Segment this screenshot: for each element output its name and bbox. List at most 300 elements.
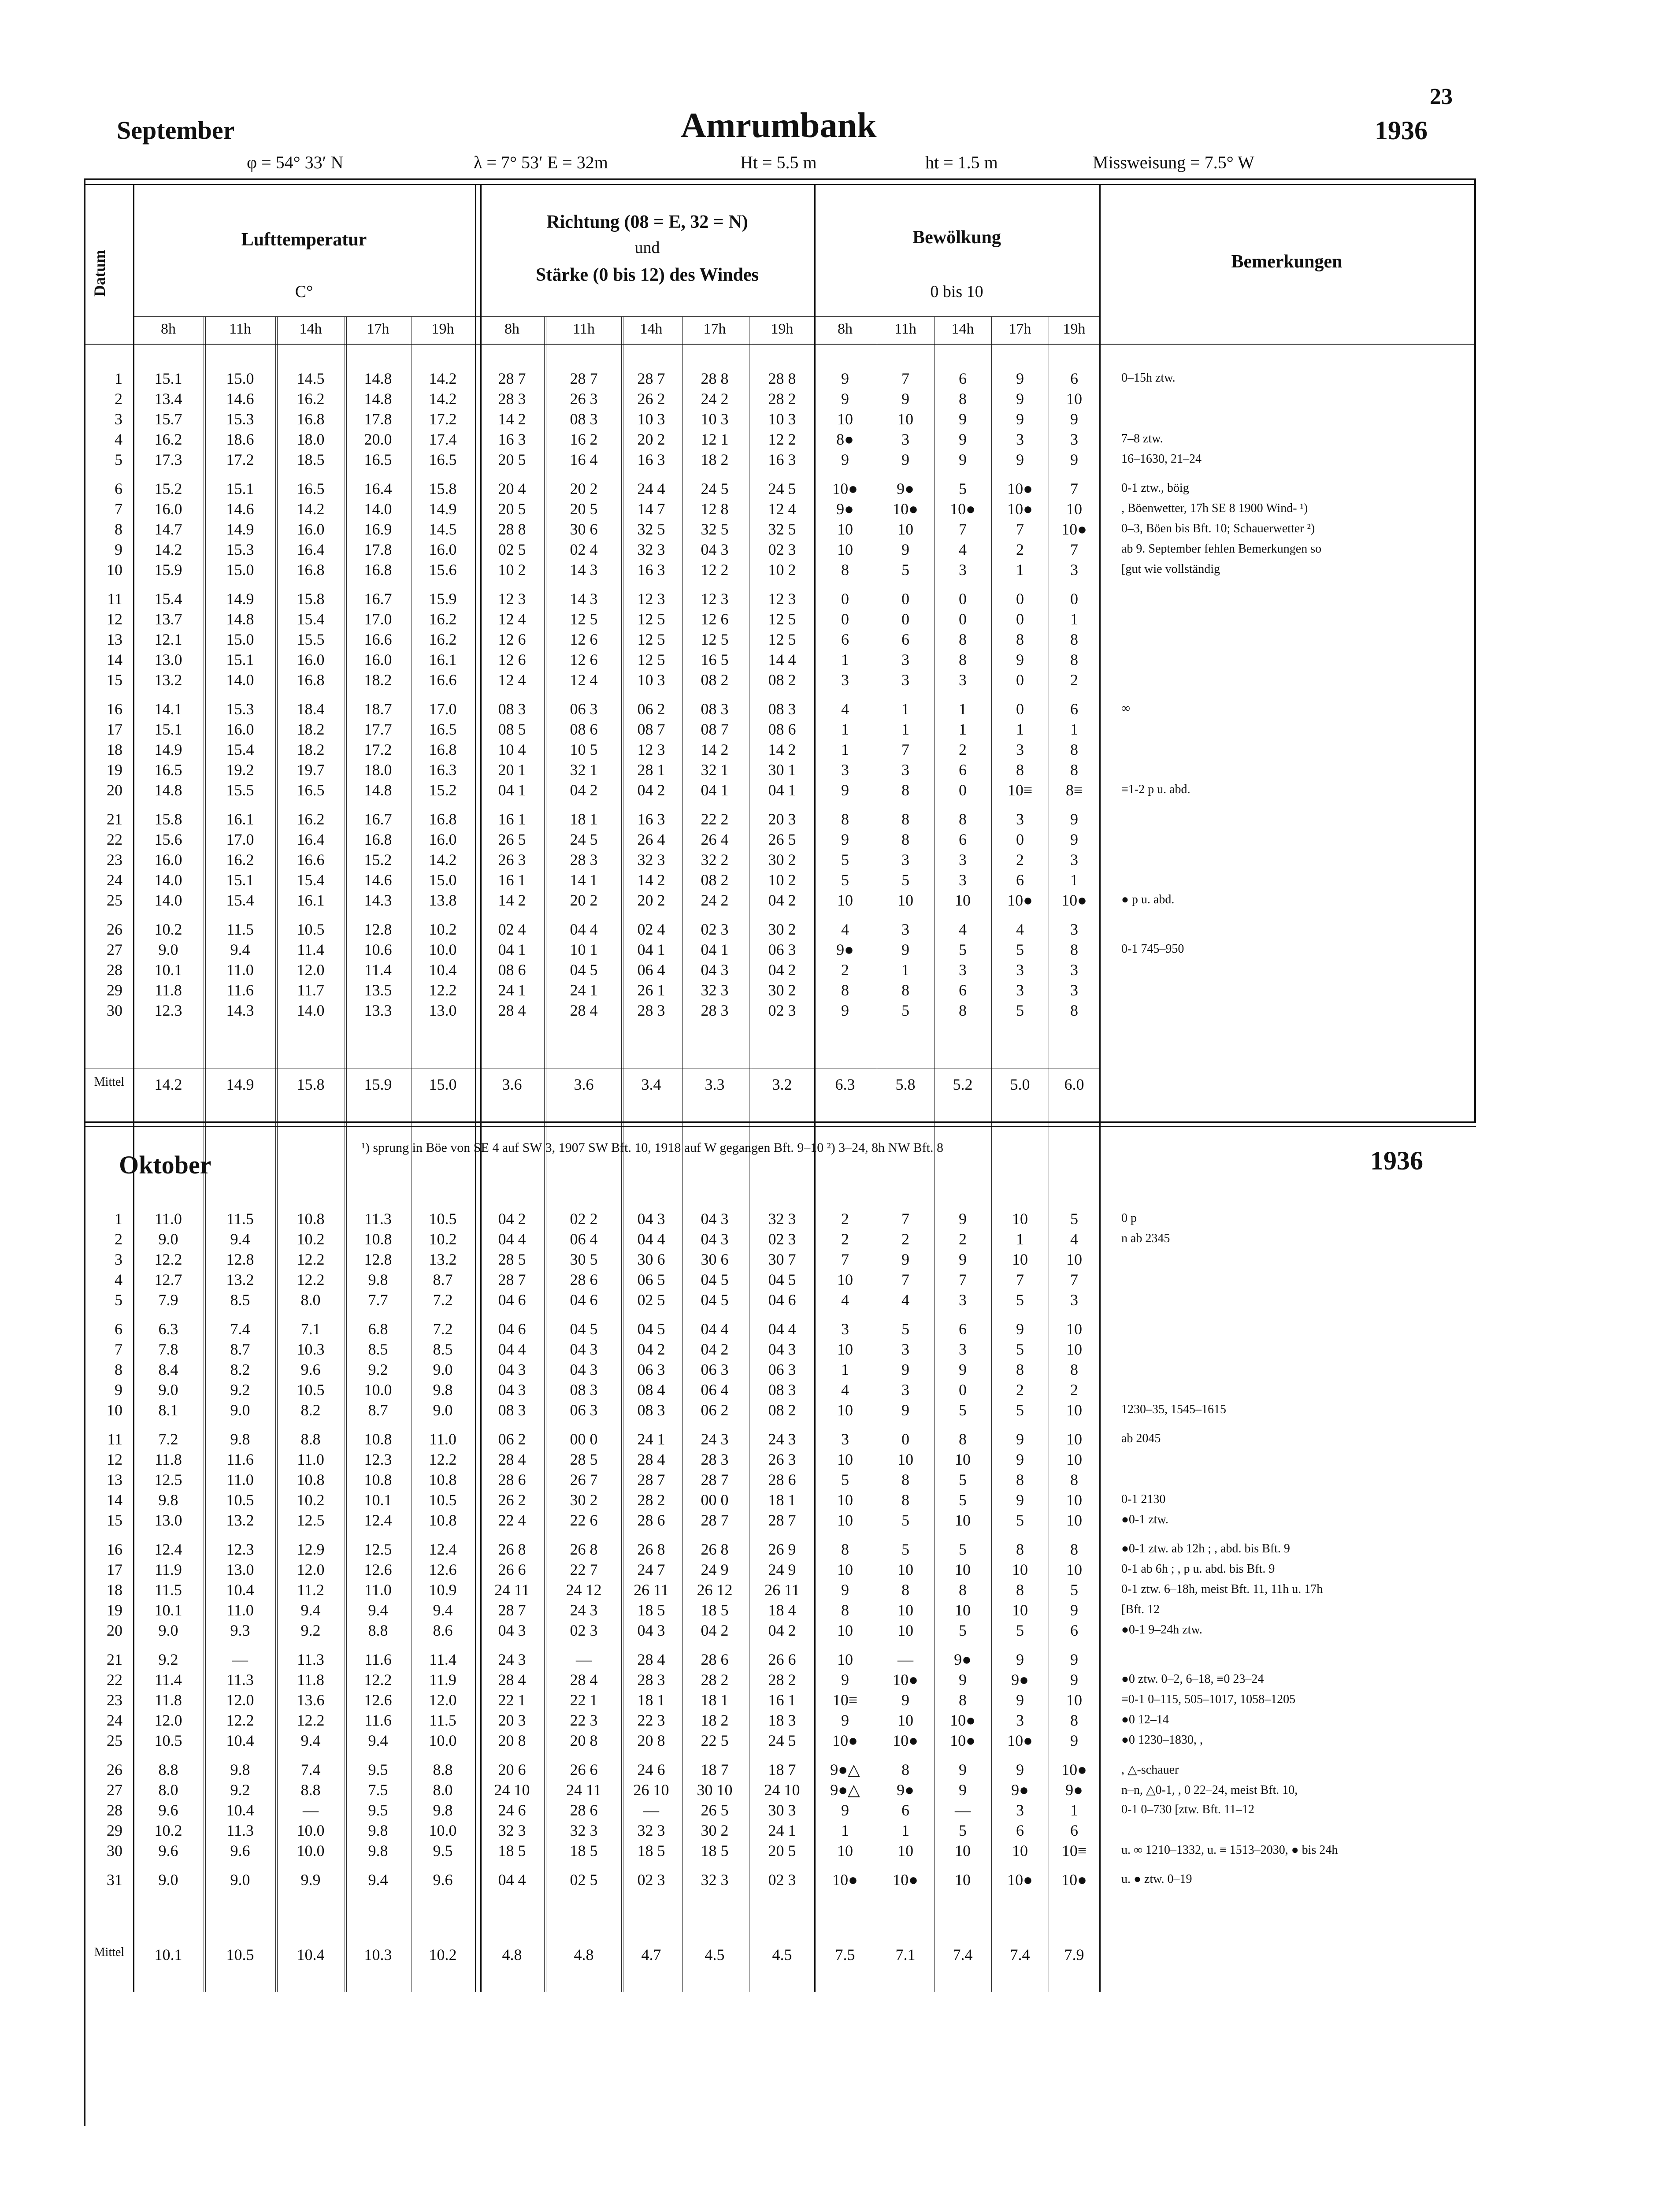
wind-cell: 04 2 — [701, 1622, 729, 1639]
wind-cell: 12 5 — [570, 610, 598, 628]
cloud-cell: 1 — [1070, 610, 1078, 628]
temp-cell: 17.8 — [364, 410, 392, 428]
cloud-cell: 4 — [1070, 1230, 1078, 1248]
temp-cell: 14.2 — [154, 541, 182, 558]
temp-cell: 10.8 — [429, 1471, 457, 1488]
wind-cell: 20 2 — [637, 431, 665, 448]
cloud-cell: 10 — [897, 891, 913, 909]
cloud-cell: 6 — [901, 631, 909, 648]
cloud-cell: 5 — [901, 1320, 909, 1338]
temp-cell: — — [303, 1801, 319, 1819]
remark-text: ab 2045 — [1121, 1432, 1161, 1445]
cloud-cell: 9 — [959, 1361, 967, 1378]
cloud-cell: 8≡ — [1065, 781, 1083, 799]
temp-cell: — — [232, 1651, 248, 1668]
cloud-cell: 9 — [1016, 1691, 1024, 1709]
temp-cell: 16.0 — [429, 541, 457, 558]
wind-cell: 18 4 — [768, 1601, 796, 1619]
temp-cell: 15.1 — [226, 871, 254, 889]
wind-cell: 32 3 — [637, 1822, 665, 1839]
wind-cell: 12 5 — [768, 610, 796, 628]
cloud-cell: 8● — [836, 431, 854, 448]
mittel-cloud: 5.2 — [953, 1076, 973, 1093]
temp-cell: 13.8 — [429, 891, 457, 909]
cloud-cell: 9● — [897, 1781, 914, 1799]
day-number: 8 — [115, 520, 122, 538]
cloud-cell: 8 — [959, 651, 967, 668]
cloud-cell: 6 — [1070, 1622, 1078, 1639]
wind-cell: 02 4 — [637, 921, 665, 938]
wind-cell: 28 5 — [570, 1451, 598, 1468]
cloud-cell: 10 — [955, 1451, 971, 1468]
wind-cell: 26 6 — [570, 1761, 598, 1778]
temp-cell: 10.0 — [429, 941, 457, 958]
temp-cell: 9.2 — [368, 1361, 388, 1378]
wind-cell: 08 6 — [768, 720, 796, 738]
temp-cell: 11.5 — [226, 921, 254, 938]
remark-text: n ab 2345 — [1121, 1232, 1170, 1245]
temp-cell: 13.6 — [297, 1691, 325, 1709]
temp-cell: 16.5 — [364, 451, 392, 468]
temp-cell: 10.0 — [297, 1842, 325, 1860]
wind-cell: 08 3 — [570, 1381, 598, 1399]
cloud-cell: 0 — [841, 610, 849, 628]
temp-cell: 13.2 — [429, 1251, 457, 1268]
cloud-cell: 1 — [841, 651, 849, 668]
wind-cell: 22 1 — [570, 1691, 598, 1709]
temp-cell: 13.3 — [364, 1002, 392, 1019]
cloud-cell: 5 — [959, 1491, 967, 1509]
temp-cell: 12.3 — [364, 1451, 392, 1468]
remark-text: 16–1630, 21–24 — [1121, 452, 1202, 466]
day-number: 2 — [115, 1230, 122, 1248]
temp-cell: 18.5 — [297, 451, 325, 468]
wind-cell: 32 5 — [637, 520, 665, 538]
cloud-cell: 9 — [959, 410, 967, 428]
cloud-cell: 3 — [1016, 1711, 1024, 1729]
temp-cell: 14.6 — [226, 390, 254, 408]
cloud-cell: 7 — [1016, 520, 1024, 538]
cloud-cell: 10 — [1066, 1491, 1082, 1509]
mittel-temp: 10.2 — [429, 1946, 457, 1964]
temp-cell: 17.2 — [429, 410, 457, 428]
cloud-cell: 3 — [1070, 561, 1078, 579]
temp-cell: 10.2 — [297, 1491, 325, 1509]
mittel-label: Mittel — [94, 1075, 125, 1089]
cloud-cell: 8 — [901, 831, 909, 848]
cloud-cell: 1 — [959, 720, 967, 738]
wind-cell: 32 3 — [701, 1871, 729, 1889]
cloud-cell: 9 — [901, 541, 909, 558]
temp-cell: 17.2 — [364, 741, 392, 758]
coord-missweisung: Missweisung = 7.5° W — [1093, 152, 1254, 172]
wind-cell: 12 6 — [498, 651, 526, 668]
wind-cell: 10 5 — [570, 741, 598, 758]
temp-cell: 11.0 — [226, 1471, 254, 1488]
cloud-cell: 9● — [836, 500, 854, 518]
mittel-temp: 15.8 — [297, 1076, 325, 1093]
temp-cell: 10.8 — [364, 1430, 392, 1448]
cloud-cell: 10 — [897, 1711, 913, 1729]
cloud-cell: 0 — [901, 590, 909, 608]
table-row — [0, 1320, 1476, 1341]
cloud-cell: 2 — [1070, 671, 1078, 689]
wind-cell: 32 1 — [570, 761, 598, 779]
wind-cell: 02 3 — [768, 1871, 796, 1889]
temp-cell: 9.9 — [300, 1871, 321, 1889]
temp-cell: 10.2 — [297, 1230, 325, 1248]
wind-cell: 28 6 — [570, 1271, 598, 1288]
temp-cell: 12.7 — [154, 1271, 182, 1288]
wind-cell: 06 5 — [637, 1271, 665, 1288]
wind-cell: 26 6 — [498, 1561, 526, 1578]
temp-cell: 8.4 — [158, 1361, 178, 1378]
wind-cell: 04 1 — [637, 941, 665, 958]
temp-cell: 9.0 — [158, 1871, 178, 1889]
cloud-cell: 10 — [837, 1651, 853, 1668]
wind-cell: 32 5 — [768, 520, 796, 538]
temp-cell: 10.8 — [429, 1511, 457, 1529]
temp-cell: 8.1 — [158, 1401, 178, 1419]
day-number: 21 — [107, 1651, 122, 1668]
wind-cell: 30 3 — [768, 1801, 796, 1819]
remark-text: [gut wie vollständig — [1121, 562, 1220, 576]
hour-header-wind-0: 8h — [504, 321, 519, 337]
cloud-cell: 9●△ — [830, 1781, 860, 1799]
mittel-temp: 15.9 — [364, 1076, 392, 1093]
cloud-cell: 9 — [841, 1671, 849, 1689]
day-number: 3 — [115, 1251, 122, 1268]
temp-cell: 9.4 — [368, 1871, 388, 1889]
wind-cell: 28 3 — [701, 1451, 729, 1468]
cloud-cell: 3 — [959, 1291, 967, 1309]
cloud-cell: 10● — [1007, 1732, 1033, 1749]
temp-cell: 10.5 — [154, 1732, 182, 1749]
temp-cell: 16.0 — [364, 651, 392, 668]
mittel-cloud: 7.4 — [953, 1946, 973, 1964]
wind-cell: 04 3 — [570, 1361, 598, 1378]
wind-cell: 12 6 — [570, 631, 598, 648]
cloud-cell: 8 — [841, 981, 849, 999]
wind-cell: 28 7 — [570, 370, 598, 387]
day-number: 20 — [107, 781, 122, 799]
temp-cell: 15.0 — [226, 631, 254, 648]
table-row — [0, 1581, 1476, 1602]
wind-cell: 22 1 — [498, 1691, 526, 1709]
wind-cell: 12 3 — [768, 590, 796, 608]
table-row — [0, 390, 1476, 411]
table-row — [0, 1430, 1476, 1451]
table-row — [0, 1841, 1476, 1863]
wind-cell: 04 3 — [637, 1622, 665, 1639]
wind-cell: 12 5 — [637, 631, 665, 648]
cloud-cell: 10● — [832, 1871, 858, 1889]
cloud-cell: 5 — [1070, 1581, 1078, 1599]
temp-cell: 11.3 — [226, 1671, 254, 1689]
wind-cell: 26 3 — [498, 851, 526, 869]
temp-cell: 11.5 — [429, 1711, 456, 1729]
temp-cell: 12.9 — [297, 1540, 325, 1558]
wind-cell: 06 3 — [570, 1401, 598, 1419]
cloud-cell: 5 — [901, 1540, 909, 1558]
temp-cell: 11.8 — [155, 1451, 182, 1468]
table-row — [0, 1560, 1476, 1581]
table-row — [0, 1760, 1476, 1782]
wind-cell: 10 1 — [570, 941, 598, 958]
cloud-cell: 10 — [955, 1871, 971, 1889]
day-number: 27 — [107, 1781, 122, 1799]
wind-cell: 18 1 — [637, 1691, 665, 1709]
table-row — [0, 781, 1476, 802]
temp-cell: 16.4 — [297, 541, 325, 558]
temp-cell: 11.3 — [297, 1651, 324, 1668]
mittel-cloud: 7.5 — [835, 1946, 855, 1964]
cloud-cell: 3 — [1070, 851, 1078, 869]
cloud-cell: 6 — [1016, 1822, 1024, 1839]
wind-cell: 26 8 — [570, 1540, 598, 1558]
wind-cell: 08 2 — [701, 871, 729, 889]
temp-cell: 7.4 — [230, 1320, 250, 1338]
temp-cell: 13.2 — [226, 1271, 254, 1288]
wind-cell: 20 8 — [570, 1732, 598, 1749]
temp-cell: 19.2 — [226, 761, 254, 779]
wind-cell: 04 5 — [701, 1291, 729, 1309]
wind-cell: 26 5 — [768, 831, 796, 848]
month-oktober: Oktober — [119, 1151, 211, 1179]
cloud-cell: 9● — [836, 941, 854, 958]
cloud-cell: 5 — [901, 1511, 909, 1529]
table-row — [0, 1360, 1476, 1381]
cloud-cell: 1 — [1070, 871, 1078, 889]
cloud-cell: 8 — [1070, 651, 1078, 668]
hour-header-cloud-1: 11h — [894, 321, 916, 337]
remark-text: 0–3, Böen bis Bft. 10; Schauerwetter ²) — [1121, 522, 1315, 535]
cloud-cell: 5 — [959, 480, 967, 497]
table-row — [0, 1731, 1476, 1752]
wind-cell: 12 4 — [768, 500, 796, 518]
table-row — [0, 1291, 1476, 1312]
cloud-cell: 6 — [901, 1801, 909, 1819]
temp-cell: 16.6 — [429, 671, 457, 689]
remark-text: ●0-1 ztw. ab 12h ; , abd. bis Bft. 9 — [1121, 1542, 1290, 1555]
temp-cell: 12.0 — [297, 1561, 325, 1578]
day-number: 3 — [115, 410, 122, 428]
temp-cell: 13.0 — [154, 651, 182, 668]
wind-cell: 18 5 — [701, 1842, 729, 1860]
cloud-cell: 10 — [955, 1511, 971, 1529]
cloud-cell: 4 — [901, 1291, 909, 1309]
wind-cell: 02 3 — [637, 1871, 665, 1889]
temp-cell: 10.5 — [429, 1210, 457, 1228]
temp-cell: 10.9 — [429, 1581, 457, 1599]
cloud-cell: 0 — [959, 781, 967, 799]
cloud-cell: 1 — [959, 700, 967, 718]
cloud-cell: 10 — [1066, 390, 1082, 408]
temp-cell: 12.0 — [429, 1691, 457, 1709]
temp-cell: 9.8 — [230, 1761, 250, 1778]
cloud-cell: 10 — [837, 1561, 853, 1578]
table-border-top-inner — [84, 184, 1476, 185]
cloud-cell: 9 — [901, 1691, 909, 1709]
october-divider-inner — [85, 1126, 1476, 1127]
cloud-cell: 9 — [959, 1761, 967, 1778]
temp-cell: 13.0 — [429, 1002, 457, 1019]
cloud-cell: 9 — [901, 941, 909, 958]
wind-cell: 12 2 — [768, 431, 796, 448]
temp-cell: 9.0 — [158, 1381, 178, 1399]
temp-cell: 12.0 — [226, 1691, 254, 1709]
wind-cell: 14 2 — [768, 741, 796, 758]
day-number: 22 — [107, 1671, 122, 1689]
cloud-cell: 9 — [1070, 810, 1078, 828]
temp-cell: 8.8 — [300, 1781, 321, 1799]
temp-cell: 19.7 — [297, 761, 325, 779]
temp-cell: 15.9 — [154, 561, 182, 579]
wind-cell: 06 2 — [637, 700, 665, 718]
temp-cell: 11.3 — [364, 1210, 392, 1228]
remark-text: n–n, △0-1, , 0 22–24, meist Bft. 10, — [1121, 1783, 1298, 1797]
wind-cell: 24 2 — [701, 390, 729, 408]
wind-cell: 24 1 — [637, 1430, 665, 1448]
wind-cell: 32 3 — [570, 1822, 598, 1839]
temp-cell: 6.3 — [158, 1320, 178, 1338]
day-number: 30 — [107, 1842, 122, 1860]
hour-header-wind-3: 17h — [703, 321, 726, 337]
cloud-cell: 10 — [955, 1561, 971, 1578]
temp-cell: 15.0 — [226, 561, 254, 579]
temp-cell: 8.8 — [433, 1761, 453, 1778]
cloud-cell: 10● — [893, 1671, 918, 1689]
wind-cell: 28 7 — [701, 1471, 729, 1488]
day-number: 28 — [107, 1801, 122, 1819]
temp-cell: 15.8 — [154, 810, 182, 828]
temp-cell: 14.3 — [364, 891, 392, 909]
day-number: 17 — [107, 1561, 122, 1578]
day-number: 5 — [115, 1291, 122, 1309]
table-row — [0, 1001, 1476, 1022]
wind-cell: 02 3 — [701, 921, 729, 938]
cloud-cell: 10 — [897, 520, 913, 538]
mittel-temp: 10.4 — [297, 1946, 325, 1964]
cloud-cell: 10 — [897, 1561, 913, 1578]
cloud-cell: 2 — [1016, 851, 1024, 869]
cloud-cell: 8 — [1070, 1471, 1078, 1488]
wind-cell: 08 2 — [701, 671, 729, 689]
temp-cell: 8.5 — [368, 1340, 388, 1358]
temp-cell: 9.6 — [230, 1842, 250, 1860]
table-row — [0, 1270, 1476, 1292]
wind-cell: 14 3 — [570, 561, 598, 579]
temp-cell: 14.0 — [154, 891, 182, 909]
wind-cell: 16 1 — [498, 871, 526, 889]
cloud-cell: 9 — [901, 390, 909, 408]
cloud-cell: 1 — [841, 1822, 849, 1839]
temp-cell: 14.5 — [429, 520, 457, 538]
temp-cell: 15.6 — [154, 831, 182, 848]
wind-cell: 10 3 — [637, 410, 665, 428]
wind-cell: 04 1 — [701, 941, 729, 958]
cloud-cell: 7 — [901, 370, 909, 387]
cloud-cell: 9 — [841, 1002, 849, 1019]
remark-text: u. ● ztw. 0–19 — [1121, 1872, 1192, 1886]
temp-cell: 12.5 — [364, 1540, 392, 1558]
wind-cell: 24 10 — [494, 1781, 530, 1799]
day-number: 11 — [107, 590, 122, 608]
wind-cell: 12 5 — [701, 631, 729, 648]
temp-cell: 18.4 — [297, 700, 325, 718]
mittel-temp: 10.1 — [154, 1946, 182, 1964]
wind-cell: 12 5 — [637, 610, 665, 628]
wind-cell: 18 5 — [701, 1601, 729, 1619]
wind-cell: 16 3 — [637, 451, 665, 468]
cloud-cell: 0 — [959, 590, 967, 608]
mittel-wind: 4.8 — [574, 1946, 594, 1964]
cloud-cell: 8 — [901, 981, 909, 999]
cloud-cell: 8 — [959, 631, 967, 648]
temp-cell: 10.5 — [429, 1491, 457, 1509]
temp-cell: 14.0 — [297, 1002, 325, 1019]
wind-cell: 28 7 — [768, 1511, 796, 1529]
wind-cell: 28 7 — [498, 1271, 526, 1288]
cloud-cell: 9 — [841, 781, 849, 799]
wind-cell: 18 5 — [570, 1842, 598, 1860]
wind-cell: 04 2 — [498, 1210, 526, 1228]
table-row — [0, 720, 1476, 741]
header-wind-2: und — [634, 238, 660, 257]
cloud-cell: 9 — [841, 1711, 849, 1729]
temp-cell: 18.0 — [364, 761, 392, 779]
temp-cell: 16.9 — [364, 520, 392, 538]
temp-cell: 12.0 — [154, 1711, 182, 1729]
wind-cell: 04 3 — [768, 1340, 796, 1358]
cloud-cell: 9 — [1016, 451, 1024, 468]
day-number: 29 — [107, 1822, 122, 1839]
cloud-cell: 10 — [955, 1601, 971, 1619]
temp-cell: 10.1 — [154, 1601, 182, 1619]
cloud-cell: 9 — [841, 831, 849, 848]
wind-cell: 14 2 — [498, 891, 526, 909]
wind-cell: 20 4 — [498, 480, 526, 497]
day-number: 28 — [107, 961, 122, 979]
table-row — [0, 810, 1476, 831]
temp-cell: 14.8 — [364, 390, 392, 408]
wind-cell: 06 3 — [637, 1361, 665, 1378]
temp-cell: 16.1 — [226, 810, 254, 828]
wind-cell: 20 2 — [637, 891, 665, 909]
cloud-cell: 5 — [1016, 941, 1024, 958]
header-temp: Lufttemperatur — [241, 230, 367, 250]
temp-cell: 11.9 — [155, 1561, 182, 1578]
cloud-cell: 10 — [1066, 1561, 1082, 1578]
wind-cell: 04 2 — [768, 961, 796, 979]
temp-cell: 15.5 — [226, 781, 254, 799]
wind-cell: 24 3 — [701, 1430, 729, 1448]
day-number: 1 — [115, 1210, 122, 1228]
cloud-cell: 10 — [837, 1340, 853, 1358]
wind-cell: 18 2 — [701, 451, 729, 468]
temp-cell: 11.4 — [155, 1671, 182, 1689]
temp-cell: 7.4 — [300, 1761, 321, 1778]
wind-cell: 26 10 — [633, 1781, 669, 1799]
temp-cell: 9.4 — [433, 1601, 453, 1619]
wind-cell: 20 8 — [637, 1732, 665, 1749]
wind-cell: 26 7 — [570, 1471, 598, 1488]
temp-cell: 15.8 — [297, 590, 325, 608]
wind-cell: 24 6 — [637, 1761, 665, 1778]
temp-cell: 16.0 — [154, 851, 182, 869]
wind-cell: 26 8 — [498, 1540, 526, 1558]
header-hour-line — [133, 316, 1099, 317]
